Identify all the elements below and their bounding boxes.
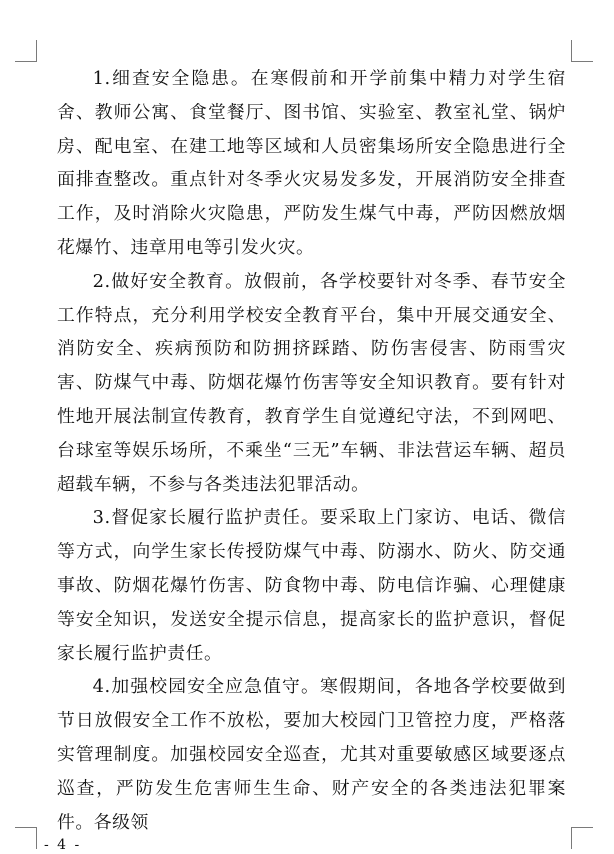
crop-mark-top-left — [15, 40, 37, 62]
paragraph-2: 2.做好安全教育。放假前，各学校要针对冬季、春节安全工作特点，充分利用学校安全教育平台，集中开展交通安全、消防安全、疾病预防和防拥挤踩踏、防伤害侵害、防雨雪灾害、防煤气中毒、防烟花爆竹伤害等安全知识教育。要有针对性地开展法制宣传教育，教育学生自觉遵纪守法，不到网吧、台球室等娱乐场所，不乘坐“三无”车辆、非法营运车辆、超员超载车辆，不参与各类违法犯罪活动。 — [57, 270, 566, 495]
document-body — [57, 62, 566, 839]
crop-mark-bottom-left — [15, 827, 37, 849]
paragraph-3: 3.督促家长履行监护责任。要采取上门家访、电话、微信等方式，向学生家长传授防煤气中毒、防溺水、防火、防交通事故、防烟花爆竹伤害、防食物中毒、防电信诈骗、心理健康等安全知识，发送安全提示信息，提高家长的监护意识，督促家长履行监护责任。 — [57, 507, 566, 664]
crop-mark-bottom-right — [571, 827, 593, 849]
crop-mark-top-right — [571, 40, 593, 62]
paragraph-4: 4.加强校园安全应急值守。寒假期间，各地各学校要做到节日放假安全工作不放松，要加大校园门卫管控力度，严格落实管理制度。加强校园安全巡查，尤其对重要敏感区域要逐点巡查，严防发生危害师生生命、财产安全的各类违法犯罪案件。各级领 — [57, 676, 566, 833]
paragraph-1: 1.细查安全隐患。在寒假前和开学前集中精力对学生宿舍、教师公寓、食堂餐厅、图书馆、实验室、教室礼堂、锅炉房、配电室、在建工地等区域和人员密集场所安全隐患进行全面排查整改。重点针对冬季火灾易发多发，开展消防安全排查工作，及时消除火灾隐患，严防发生煤气中毒，严防因燃放烟花爆竹、违章用电等引发火灾。 — [57, 68, 566, 258]
page-number: - 4 - — [44, 837, 82, 853]
